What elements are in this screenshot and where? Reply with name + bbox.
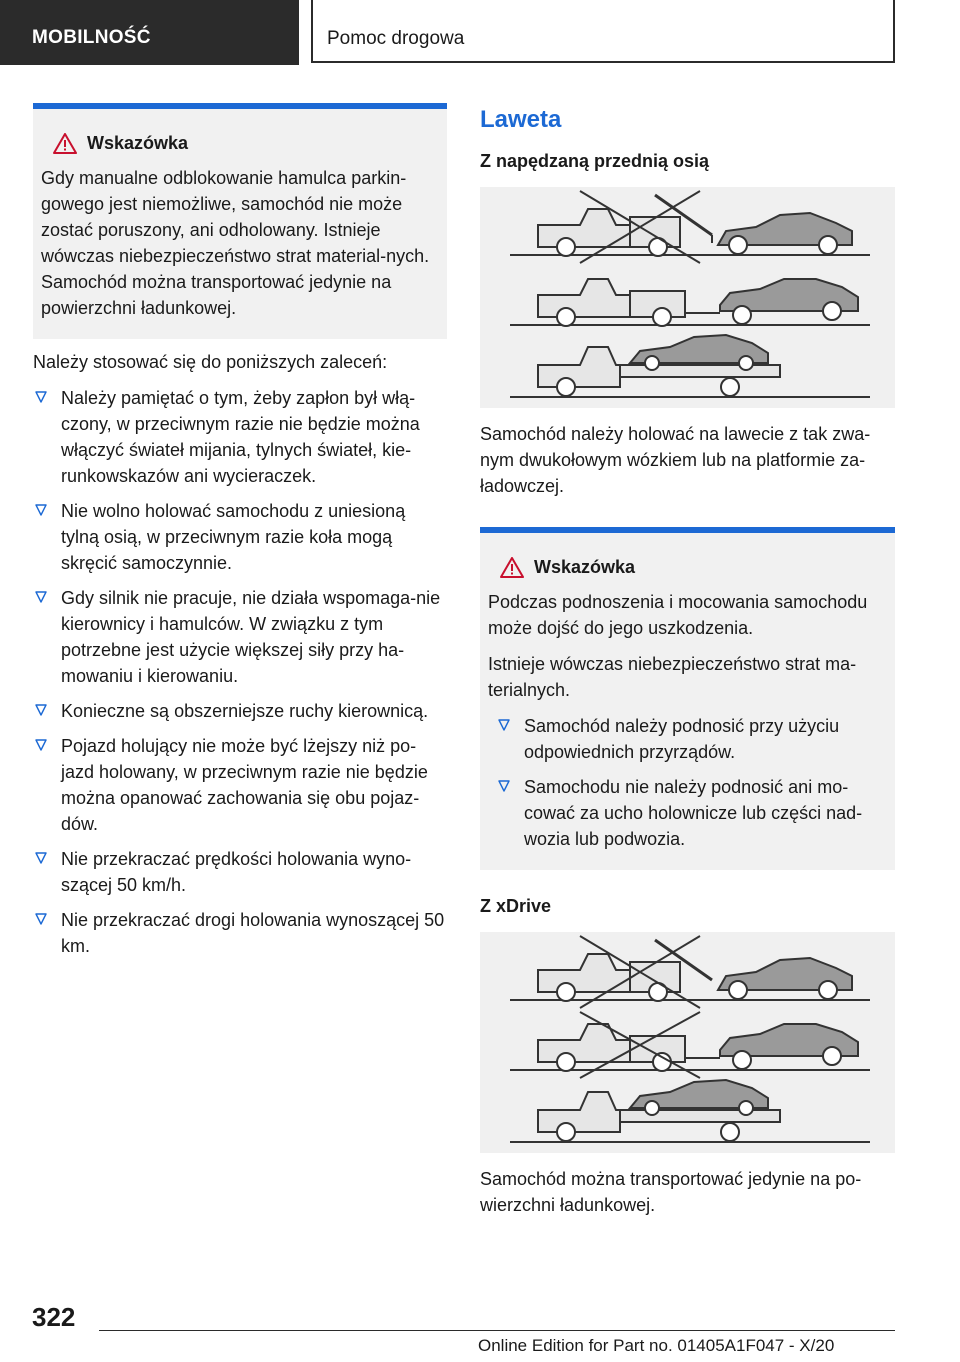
recommendations-intro: Należy stosować się do poniższych zaleceń: bbox=[33, 352, 388, 372]
list-item bbox=[33, 698, 447, 724]
bullet-triangle-icon bbox=[498, 719, 510, 731]
list-item-text: Gdy silnik nie pracuje, nie działa wspomaga-nie kierownicy i hamulców. W związku z tym potrzebne jest użycie większej siły przy ha-mowaniu i kierowaniu. bbox=[61, 588, 441, 686]
notice-bullets bbox=[496, 713, 887, 852]
notice-title-row bbox=[488, 557, 887, 578]
bullet-triangle-icon bbox=[35, 739, 47, 751]
warning-triangle-icon bbox=[500, 557, 524, 578]
list-item bbox=[496, 774, 887, 852]
right-column bbox=[480, 103, 895, 1218]
list-item-text: Nie wolno holować samochodu z uniesioną tylną osią, w przeciwnym razie koła mogą skręcić samoczynnie. bbox=[61, 501, 406, 573]
list-item-text: Konieczne są obszerniejsze ruchy kierownicą. bbox=[61, 701, 429, 721]
notice-title-row bbox=[41, 133, 439, 154]
warning-triangle-icon bbox=[53, 133, 77, 154]
page-number: 322 bbox=[32, 1302, 76, 1332]
list-item bbox=[33, 907, 447, 959]
notice-text: Gdy manualne odblokowanie hamulca parkin-gowego jest niemożliwe, samochód nie może zostać poruszony, ani odholowany. Istnieje wówczas niebezpieczeństwo strat material-nych. Samochód można transportować jedynie na powierzchni ładunkowej. bbox=[41, 168, 430, 318]
notice-title: Wskazówka bbox=[87, 133, 189, 153]
header-topic-tab bbox=[311, 0, 895, 63]
bullet-triangle-icon bbox=[35, 504, 47, 516]
notice-box-left bbox=[33, 103, 447, 339]
bullet-triangle-icon bbox=[35, 704, 47, 716]
footer-rule bbox=[99, 1330, 895, 1331]
notice-text-2: Istnieje wówczas niebezpieczeństwo strat ma-terialnych. bbox=[488, 654, 857, 700]
section-title: Laweta bbox=[480, 106, 562, 133]
list-item bbox=[33, 585, 447, 689]
list-item-text: Pojazd holujący nie może być lżejszy niż po-jazd holowany, w przeciwnym razie nie będzie można opanować zachowania się obu pojaz-dów. bbox=[61, 736, 428, 834]
header-topic-label: Pomoc drogowa bbox=[327, 28, 465, 49]
bullet-triangle-icon bbox=[35, 591, 47, 603]
notice-text-1: Podczas podnoszenia i mocowania samochodu może dojść do jego uszkodzenia. bbox=[488, 592, 868, 638]
caption-front-axle: Samochód należy holować na lawecie z tak zwa-nym dwukołowym wózkiem lub na platformie za-ładowczej. bbox=[480, 424, 871, 496]
footer-edition: Online Edition for Part no. 01405A1F047 - X/20 bbox=[478, 1336, 835, 1355]
list-item-text: Samochód należy podnosić przy użyciu odpowiednich przyrządów. bbox=[524, 716, 840, 762]
list-item bbox=[33, 846, 447, 898]
notice-title: Wskazówka bbox=[534, 557, 636, 577]
list-item bbox=[33, 385, 447, 489]
list-item-text: Nie przekraczać drogi holowania wynoszącej 50 km. bbox=[61, 910, 445, 956]
list-item-text: Samochodu nie należy podnosić ani mo-cować za ucho holownicze lub części nad-wozia lub podwozia. bbox=[524, 777, 863, 849]
notice-box-right bbox=[480, 527, 895, 870]
caption-xdrive: Samochód można transportować jedynie na po-wierzchni ładunkowej. bbox=[480, 1169, 862, 1215]
recommendations-list bbox=[33, 385, 447, 959]
bullet-triangle-icon bbox=[498, 780, 510, 792]
list-item bbox=[33, 498, 447, 576]
subheading-front-axle: Z napędzaną przednią osią bbox=[480, 151, 710, 171]
towing-illustration-xdrive bbox=[480, 932, 895, 1153]
bullet-triangle-icon bbox=[35, 391, 47, 403]
bullet-triangle-icon bbox=[35, 913, 47, 925]
left-column bbox=[33, 103, 447, 968]
list-item-text: Należy pamiętać o tym, żeby zapłon był włą-czony, w przeciwnym razie nie będzie można włączyć świateł mijania, tylnych świateł, kie-runkowskazów ani wycieraczek. bbox=[61, 388, 420, 486]
list-item bbox=[33, 733, 447, 837]
list-item-text: Nie przekraczać prędkości holowania wyno-szącej 50 km/h. bbox=[61, 849, 412, 895]
header-section-tab bbox=[0, 0, 299, 65]
bullet-triangle-icon bbox=[35, 852, 47, 864]
towing-illustration-front bbox=[480, 187, 895, 408]
list-item bbox=[496, 713, 887, 765]
header-section-label: MOBILNOŚĆ bbox=[32, 27, 151, 48]
subheading-xdrive: Z xDrive bbox=[480, 896, 552, 916]
